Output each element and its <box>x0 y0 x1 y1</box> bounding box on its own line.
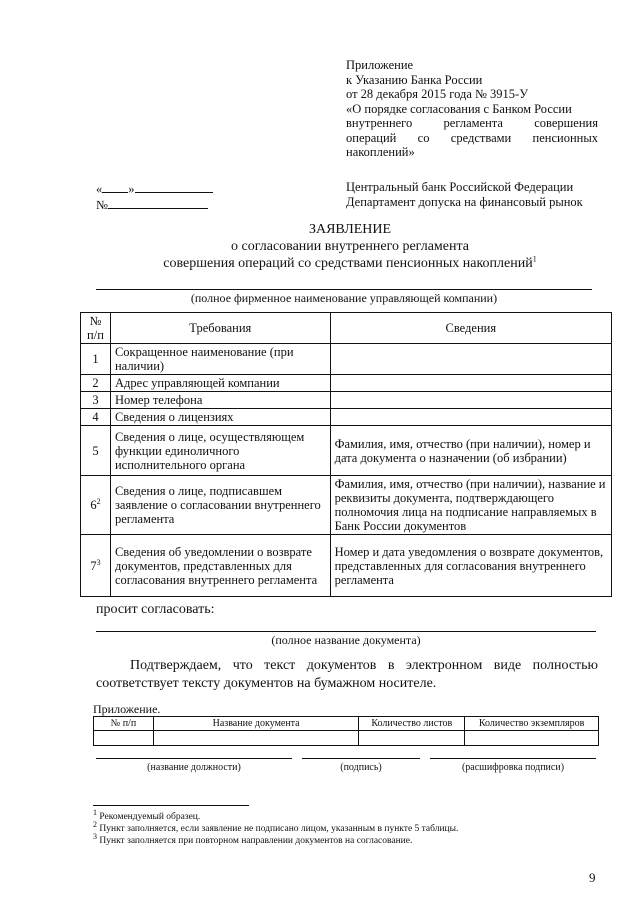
row-requirement: Сведения о лицензиях <box>110 409 330 426</box>
document-subtitle: о согласовании внутреннего регламента <box>231 239 469 254</box>
header-info: Сведения <box>330 313 611 344</box>
header-requirements: Требования <box>110 313 330 344</box>
position-line[interactable] <box>96 758 292 759</box>
attachment-label: Приложение. <box>93 702 161 716</box>
appendix-line: к Указанию Банка России <box>346 72 483 87</box>
table-row <box>81 409 612 426</box>
footnote-ref: 3 <box>96 557 101 567</box>
footnote-ref: 1 <box>532 254 537 264</box>
row-num: 2 <box>81 375 111 392</box>
row-info: Номер и дата уведомления о возврате документов, представленных для согласования внутреннего регламента <box>330 535 611 597</box>
table-row <box>81 426 612 476</box>
row-num: 3 <box>81 392 111 409</box>
footnote <box>93 819 613 835</box>
footnote <box>93 831 613 847</box>
footnote-ref: 2 <box>96 496 101 506</box>
attachment-header-copies: Количество экземпляров <box>465 717 599 731</box>
header-num: № п/п <box>81 313 111 344</box>
footnote-text: Пункт заполняется, если заявление не подписано лицом, указанным в пункте 5 таблицы. <box>99 824 459 834</box>
footnotes <box>93 807 613 847</box>
recipient <box>346 180 606 209</box>
row-info: Фамилия, имя, отчество (при наличии), номер и дата документа о назначении (об избрании) <box>330 426 611 476</box>
attachment-cell[interactable] <box>153 731 359 746</box>
appendix-line: накоплений» <box>346 145 415 159</box>
footnote-mark: 1 <box>93 807 97 817</box>
number-blank <box>108 196 208 209</box>
row-requirement: Сведения об уведомлении о возврате документов, представленных для согласования внутреннего регламента <box>110 535 330 597</box>
decoding-line[interactable] <box>430 758 596 759</box>
attachment-header-name: Название документа <box>153 717 359 731</box>
attachment-row <box>94 731 599 746</box>
row-info[interactable] <box>330 392 611 409</box>
table-row <box>81 535 612 597</box>
signature-line[interactable] <box>302 758 420 759</box>
row-num: 1 <box>81 344 111 375</box>
number-field[interactable] <box>96 196 216 213</box>
row-info[interactable] <box>330 409 611 426</box>
attachment-header <box>94 717 599 731</box>
document-subtitle-2 <box>80 255 620 272</box>
row-requirement: Сведения о лице, осуществляющем функции единоличного исполнительного органа <box>110 426 330 476</box>
requirements-table <box>80 312 612 597</box>
row-num <box>81 476 111 535</box>
attachment-cell[interactable] <box>359 731 465 746</box>
confirmation-text: Подтверждаем, что текст документов в электронном виде полностью соответствует тексту документов на бумажном носителе. <box>96 658 598 691</box>
row-requirement: Сведения о лице, подписавшем заявление о согласовании внутреннего регламента <box>110 476 330 535</box>
attachment-cell[interactable] <box>465 731 599 746</box>
footnote-text: Рекомендуемый образец. <box>99 812 201 822</box>
appendix-header <box>346 58 598 160</box>
appendix-line: внутреннего регламента совершения <box>346 116 598 130</box>
row-requirement: Адрес управляющей компании <box>110 375 330 392</box>
decoding-caption: (расшифровка подписи) <box>461 762 565 773</box>
position-caption: (название должности) <box>147 762 241 773</box>
footnote-text: Пункт заполняется при повторном направлении документов на согласование. <box>99 836 413 846</box>
document-name-line[interactable] <box>96 631 596 632</box>
table-row <box>81 375 612 392</box>
row-info: Фамилия, имя, отчество (при наличии), название и реквизиты документа, подтверждающего полномочия лица на подписание направляемых в Банк России документов <box>330 476 611 535</box>
company-name-line[interactable] <box>96 289 592 290</box>
table-row <box>81 344 612 375</box>
date-day-blank <box>102 180 128 193</box>
document-title: ЗАЯВЛЕНИЕ <box>308 222 392 237</box>
number-sign: № <box>96 198 108 212</box>
table-header <box>81 313 612 344</box>
date-field[interactable] <box>96 180 216 197</box>
footnote <box>93 807 613 823</box>
attachment-header-num: № п/п <box>94 717 154 731</box>
attachment-cell[interactable] <box>94 731 154 746</box>
table-row <box>81 476 612 535</box>
footnote-mark: 3 <box>93 831 97 841</box>
row-num: 5 <box>81 426 111 476</box>
subtitle-text: совершения операций со средствами пенсионных накоплений <box>163 256 533 271</box>
title-block <box>80 221 620 272</box>
date-month-blank <box>135 180 213 193</box>
date-open-quote: « <box>96 182 103 196</box>
signature-caption: (подпись) <box>340 762 382 773</box>
row-info[interactable] <box>330 375 611 392</box>
attachment-table <box>93 716 599 746</box>
company-caption: (полное фирменное наименование управляющей компании) <box>190 291 498 305</box>
appendix-line: операций со средствами пенсионных <box>346 130 598 145</box>
row-requirement: Сокращенное наименование (при наличии) <box>110 344 330 375</box>
table-row <box>81 392 612 409</box>
row-info[interactable] <box>330 344 611 375</box>
appendix-line: Приложение <box>346 58 414 72</box>
row-requirement: Номер телефона <box>110 392 330 409</box>
row-num: 4 <box>81 409 111 426</box>
request-text: просит согласовать: <box>96 602 215 617</box>
appendix-line: от 28 декабря 2015 года № 3915-У <box>346 87 529 101</box>
recipient-line: Центральный банк Российской Федерации <box>346 180 574 194</box>
page-number: 9 <box>589 870 596 885</box>
row-num-value: 6 <box>90 498 97 512</box>
date-close-quote: » <box>128 182 135 196</box>
footnote-mark: 2 <box>93 819 97 829</box>
recipient-line: Департамент допуска на финансовый рынок <box>346 194 583 209</box>
document-caption: (полное название документа) <box>271 633 421 647</box>
row-num-value: 7 <box>90 558 97 573</box>
footnote-separator <box>93 805 249 806</box>
row-num <box>81 535 111 597</box>
attachment-header-sheets: Количество листов <box>359 717 465 731</box>
appendix-line: «О порядке согласования с Банком России <box>346 101 572 116</box>
